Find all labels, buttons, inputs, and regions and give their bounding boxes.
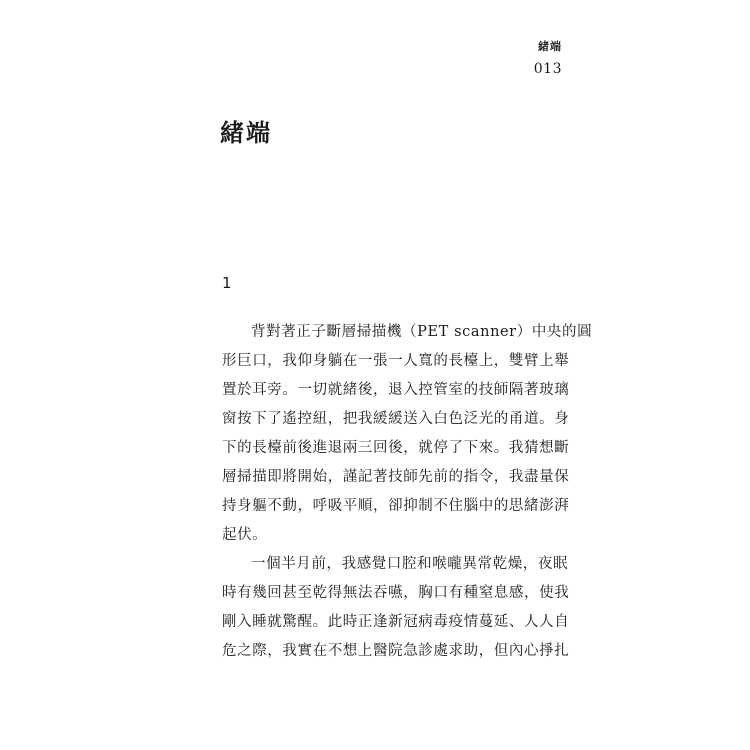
text-line: 持身軀不動，呼吸平順，卻抑制不住腦中的思緒澎湃 [222,498,570,514]
text-line: 置於耳旁。一切就緒後，退入控管室的技師隔著玻璃 [222,382,570,398]
text-line: 起伏。 [222,527,268,543]
page-number: 013 [533,61,562,77]
text-line: 形巨口，我仰身躺在一張一人寬的長檯上，雙臂上舉 [222,353,570,369]
running-head [534,41,562,76]
body-text [222,318,593,666]
running-head-section: 緒端 [538,40,562,53]
text-line: 下的長檯前後進退兩三回後，就停了下來。我猜想斷 [222,440,570,456]
text-line: 窗按下了遙控紐，把我緩緩送入白色泛光的甬道。身 [222,411,570,427]
text-line: 時有幾回甚至乾得無法吞嚥，胸口有種窒息感，使我 [222,585,570,601]
chapter-title: 緒端 [220,118,272,147]
text-line: 層掃描即將開始，謹記著技師先前的指令，我盡量保 [222,469,570,485]
text-line: 危之際，我實在不想上醫院急診處求助，但內心掙扎 [222,643,570,659]
section-number: 1 [222,274,232,292]
text-line: 背對著正子斷層掃描機（PET scanner）中央的圓 [251,324,593,340]
text-line: 一個半月前，我感覺口腔和喉嚨異常乾燥，夜眠 [251,556,569,572]
text-line: 剛入睡就驚醒。此時正逢新冠病毒疫情蔓延、人人自 [222,614,570,630]
